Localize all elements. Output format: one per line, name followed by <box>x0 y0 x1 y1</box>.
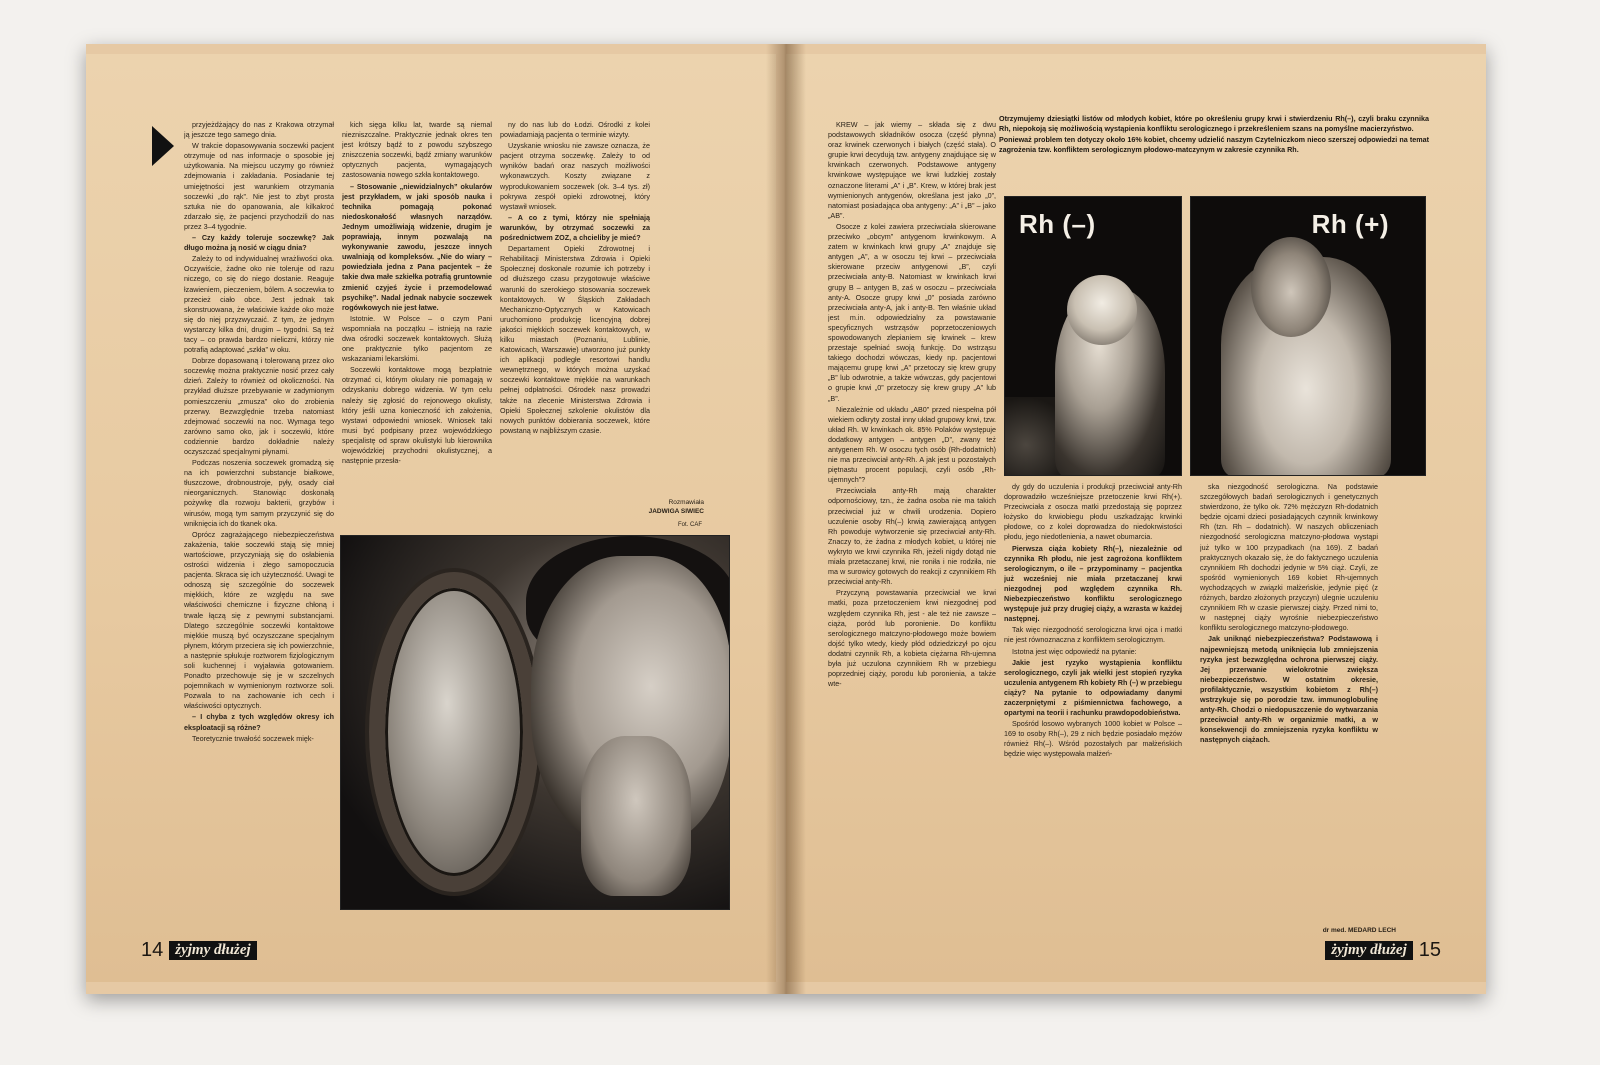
right-page <box>786 54 1486 982</box>
magazine-spread <box>86 44 1486 994</box>
byline-label: Rozmawiała <box>668 499 704 506</box>
right-col2-paragraph: dy gdy do uczulenia i produkcji przeciwciał anty-Rh doprowadziło wcześniejsze przetoczenie krwi Rh(+). Przeciwciała z osocza matki przedostają się poprzez łożysko do krwiobiegu płodu uszkadzając krwinki płodowe, co z kolei doprowadza do niedokrwistości płodu, jego niedotlenienia, a nawet obumarcia. <box>1004 482 1182 542</box>
rh-negative-label: Rh (–) <box>1019 209 1096 239</box>
right-col1-paragraph: Przyczyną powstawania przeciwciał we krwi matki, poza przetoczeniem krwi niezgodnej pod względem czynnika Rh, jest - ale też nie zawsze – ciąża, poród lub poronienie. Do konfliktu serologicznego matczyno-płodowego może bowiem dojść tylko wtedy, kiedy płód odziedziczył po ojcu dodatni czynnik Rh, a kobieta ciężarna Rh-ujemna była już uczulona czynnikiem Rh w przebiegu poprzedniej ciąży, porodu lub poronienia, a także wte- <box>828 588 996 689</box>
page-number-right: 15 <box>1418 939 1441 961</box>
right-col2-paragraph: Spośród losowo wybranych 1000 kobiet w Polsce – 169 to osoby Rh(–), 29 z nich będzie posiadało mężów również Rh(–). Wśród pozostałych par małżeńskich będzie więc występowała małżeń- <box>1004 719 1182 759</box>
byline-name: JADWIGA SIWIEC <box>648 508 704 515</box>
right-col1-paragraph: Niezależnie od układu „AB0” przed niespełna pół wiekiem odkryty został inny układ grupowy krwi, tzw. układ Rh. W krwinkach ok. 85% Polaków występuje dodatkowy antygen – antygen „D”, zwany też antygenem Rh. W osoczu tych osób (Rh-dodatnich) nie ma przeciwciał anty-Rh. A jak jest u pozostałych piętnastu procent populacji, czyli osób „Rh-ujemnych”? <box>828 404 996 485</box>
left-col3-paragraph: Uzyskanie wniosku nie zawsze oznacza, że pacjent otrzyma soczewkę. Zależy to od wyników badań oraz naszych możliwości wykonawczych. Koszty związane z wyprodukowaniem soczewek (ok. 3–4 tys. zł) pokrywa zespół opieki zdrowotnej, który wystawił wniosek. <box>500 141 650 211</box>
right-col2-paragraph: Tak więc niezgodność serologiczna krwi ojca i matki nie jest równoznaczna z konfliktem serologicznym. <box>1004 625 1182 645</box>
left-col1-paragraph: – I chyba z tych względów okresy ich eksploatacji są różne? <box>184 712 334 732</box>
masthead-right: żyjmy dłużej <box>1325 941 1412 960</box>
page-number-left: 14 <box>141 939 164 961</box>
left-column-1 <box>184 120 334 955</box>
woman-hair <box>1067 275 1137 345</box>
woman-mirror-photo <box>340 535 730 910</box>
article-continuation-arrow <box>152 126 174 166</box>
right-column-3 <box>1200 482 1378 922</box>
left-column-3 <box>500 120 650 500</box>
left-col1-paragraph: przyjeżdżający do nas z Krakowa otrzymał ją jeszcze tego samego dnia. <box>184 120 334 140</box>
man-head <box>1251 237 1331 337</box>
right-col2-paragraph: Istotna jest więc odpowiedź na pytanie: <box>1012 646 1137 656</box>
right-col1-paragraph: KREW – jak wiemy – składa się z dwu podstawowych składników osocza (część płynna) oraz krwinek czerwonych i białych (część stała). O grupie krwi decydują tzw. antygeny znajdujące się w krwinkach czerwonych. Podstawowe antygeny krwinkowe występujące we krwi ludzkiej zostały oznaczone literami „A” i „B”. Krew, w której brak jest wymienionych antygenów, określana jest jako „0”, natomiast posiadająca oba antygeny: „A” i „B” – jako „AB”. <box>828 120 996 220</box>
left-col1-paragraph: Podczas noszenia soczewek gromadzą się na ich powierzchni substancje białkowe, tłuszczowe, drobnoustroje, pyły, osady ciał nieorganicznych. Stanowiąc doskonałą pożywkę dla rozwoju bakterii, grzybów i wirusów, mogą tym samym przyczynić się do wniknięcia ich do tkanek oka. <box>184 458 334 528</box>
right-col1-paragraph: Przeciwciała anty-Rh mają charakter odpornościowy, tzn., że żadna osoba nie ma takich przeciwciał już w chwili urodzenia. Dopiero uczulenie osoby Rh(–) krwią zawierającą antygen Rh powoduje wytworzenie się przeciwciał anty-Rh. Znaczy to, że żadna z młodych kobiet, u której nie wykryto we krwi czynnika Rh, jeżeli nigdy dotąd nie miała przetaczanej krwi, nie roniła i nie rodziła, nie ma w surowicy gotowych do reakcji z czynnikiem Rh przeciwciał anty-Rh. <box>828 486 996 587</box>
left-col1-paragraph: Zależy to od indywidualnej wrażliwości oka. Oczywiście, żadne oko nie toleruje od razu niczego, co się do niego dostanie. Reaguje łzawieniem, pieczeniem, bólem. A soczewka to przecież ciało obce. Jest jednak tak skonstruowana, że właściwie każde oko może się do niej przyzwyczaić. Z tym, że jednym wystarczy kilka dni, drugim – tygodni. Są też tacy – co prawda bardzo nieliczni, którzy nie potrafią adaptować „szkła” w oku. <box>184 254 334 355</box>
masthead-left: żyjmy dłużej <box>169 941 256 960</box>
photo-credit: Fot. CAF <box>678 522 703 528</box>
left-col3-paragraph: Departament Opieki Zdrowotnej i Rehabilitacji Ministerstwa Zdrowia i Opieki Społecznej doskonale rozumie ich potrzeby i od dłuższego czasu przygotowuje właściwe warunki do szerokiego stosowania soczewek kontaktowych. W Śląskich Zakładach Mechaniczno-Optycznych w Katowicach uruchomiono produkcję licencyjną dobrej jakości miękkich soczewek kontaktowych, w kilku miastach (Poznaniu, Lublinie, Katowicach, Warszawie) utworzono już punkty ich aplikacji podległe resortowi handlu wewnętrznego, w których można uzyskać soczewki kontaktowe miękkie na warunkach pełnej odpłatności. Ośrodek nasz prowadzi także na zlecenie Ministerstwa Zdrowia i Opieki Społecznej szkolenie okulistów dla nowych punktów dobierania soczewek, które powstaną w najbliższym czasie. <box>500 244 650 435</box>
left-col3-paragraph: – A co z tymi, którzy nie spełniają warunków, by otrzymać soczewki za pośrednictwem ZOZ, a chcieliby je mieć? <box>500 212 650 243</box>
left-col1-paragraph: Dobrze dopasowaną i tolerowaną przez oko soczewkę można praktycznie nosić przez cały dzień. Zależy to również od okoliczności. Na przykład dłuższe przebywanie w zadymionym pomieszczeniu „zmusza” oko do zrobienia przerwy. Bezwzględnie trzeba natomiast zdejmować soczewki na noc. Wymaga tego zarówno samo oko, jak i soczewki, które codziennie bardzo dokładnie należy oczyszczać specjalnymi płynami. <box>184 356 334 456</box>
left-col3-paragraph: ny do nas lub do Łodzi. Ośrodki z kolei powiadamiają pacjenta o terminie wizyty. <box>500 120 650 140</box>
left-col1-paragraph: Teoretycznie trwałość soczewek mięk- <box>192 733 314 743</box>
intro-paragraph-2: Ponieważ problem ten dotyczy około 16% kobiet, chcemy udzielić naszym Czytelniczkom nieco szerszej odpowiedzi na temat zagrożenia tzw. konfliktem serologicznym płodowo-matczynym w zakresie czynnika Rh. <box>999 135 1429 154</box>
interviewer-byline <box>586 498 704 516</box>
rh-positive-label: Rh (+) <box>1311 209 1389 239</box>
left-col1-paragraph: Oprócz zagrażającego niebezpieczeństwa zakażenia, takie soczewki stają się mniej wartościowe, przyczyniają się do osłabienia ostrości widzenia i złego samopoczucia pacjenta. Skraca się ich użyteczność. Uwagi te odnoszą się szczególnie do soczewek miękkich, które ze względu na swe właściwości chemiczne i fizyczne chłoną i trwale łączą się z pewnymi substancjami. Dlatego szczególnie soczewki kontaktowe miękkie muszą być oczyszczane specjalnym płynem, którym przeciera się ich powierzchnie, a następnie spłukuje roztworem fizjologicznym soli kuchennej i wyjaławia gotowaniem. Ponadto przechowuje się je w szczelnych pojemnikach w wymienionym roztworze soli. Pozwala to na zachowanie ich cech i właściwości optycznych. <box>184 529 334 711</box>
article-intro <box>999 114 1429 156</box>
rh-positive-photo <box>1190 196 1426 476</box>
right-col1-paragraph: Osocze z kolei zawiera przeciwciała skierowane przeciwko „obcym” antygenom krwinkowym. A zatem w krwinkach krwi grupy „A” znajduje się antygen „A”, a w osoczu tej krwi – przeciwciała skierowane przeciw antygenowi „B”, czyli przeciwciała anty-B. Natomiast w krwinkach krwi grupy B – antygen B, zaś w osoczu – przeciwciała anty-A. Osocze grupy krwi „0” posiada zarówno przeciwciała anty-A, jak i anty-B. Ten właśnie układ jest m.in. odpowiedzialny za powstawanie specyficznych wstrząsów poprzetoczeniowych spowodowanych zlepianiem się krwinek – krew przestaje spełniać swoją funkcję. Do wstrząsu takiego dochodzi wówczas, kiedy np. pacjentowi mającemu grupę krwi „A” przetoczy się krew grupy „B” lub odwrotnie, a także wówczas, gdy pacjentowi o grupie krwi „0” przetoczy się krew grupy „A” lub „B”. <box>828 221 996 403</box>
left-column-2 <box>342 120 492 525</box>
right-col3-paragraph: ska niezgodność serologiczna. Na podstawie szczegółowych badań serologicznych i genetycznych stwierdzono, że tylko ok. 72% mężczyzn Rh-dodatnich będzie ojcami dzieci posiadających czynnik krwinkowy Rh (tzn. Rh – dodatnich). W naszych obliczeniach niezgodność serologiczna matczyno-płodowa wystąpi już tylko w 100 przypadkach (na 169). Z badań praktycznych okazało się, że do faktycznego uczulenia czynnikiem Rh dochodzi jedynie w 5% ciąż. Czyli, ze spośród wymienionych 169 kobiet Rh-ujemnych wychodzących w związki małżeńskie, jedynie pięć (z różnych, bardzo złożonych przyczyn) ulegnie uczuleniu czynnikiem Rh w czasie pierwszej ciąży. Przed nimi to, w następnej ciąży wyrośnie niebezpieczeństwo konfliktu serologicznego matczyno-płodowego. <box>1200 482 1378 633</box>
right-column-2 <box>1004 482 1182 950</box>
left-col2-paragraph: kich sięga kilku lat, twarde są niemal niezniszczalne. Praktycznie jednak okres ten jest krótszy bądź to z powodu szybszego zniszczenia soczewki, bądź zmiany warunków optycznych pacjenta, wymagających zastosowania nowego szkła kontaktowego. <box>342 120 492 180</box>
rh-negative-photo <box>1004 196 1182 476</box>
right-col2-paragraph: Jakie jest ryzyko wystąpienia konfliktu serologicznego, czyli jak wielki jest stopień ryzyka uczulenia antygenem Rh kobiety Rh (–) w przebiegu ciąży? Na pytanie to odpowiadamy danymi zaczerpniętymi z piśmiennictwa fachowego, a opartymi na teorii i rachunku prawdopodobieństwa. <box>1004 657 1182 718</box>
right-col3-paragraph: Jak uniknąć niebezpieczeństwa? Podstawową i najpewniejszą metodą uniknięcia lub zmniejszenia ryzyka jest bezwzględna ochrona pierwszej ciąży. Jej przerwanie wielokrotnie zwiększa niebezpieczeństwo. W ostatnim okresie, profilaktycznie, wszystkim kobietom z Rh(–) wstrzykuje się po porodzie tzw. immunoglobulinę anty-Rh. Chodzi o niedopuszczenie do wytwarzania przeciwciał anty-Rh w organizmie matki, a w konsekwencji do zmniejszenia ryzyka konfliktu w następnych ciążach. <box>1200 634 1378 745</box>
ornate-mirror <box>369 572 539 892</box>
left-col1-paragraph: – Czy każdy toleruje soczewkę? Jak długo można ją nosić w ciągu dnia? <box>184 233 334 253</box>
left-col2-paragraph: Istotnie. W Polsce – o czym Pani wspomniała na początku – istnieją na razie dwa ośrodki soczewek kontaktowych. Służą one praktycznie tylko pacjentom ze wskazaniami lekarskimi. <box>342 313 492 364</box>
left-col2-paragraph: – Stosowanie „niewidzialnych” okularów jest przykładem, w jaki sposób nauka i technika pomagają pokonać niedoskonałość własnych narządów. Jednym umożliwiają widzenie, drugim je poprawiają, innym pozwalają na wykonywanie zawodu, jeszcze innych uwalniają od kompleksów. „Nie do wiary – powiedziała jedna z Pana pacjentek – że takie dwa małe szkiełka potrafią gruntownie zmienić czyjeś życie i przemodelować psychikę”. Nadal jednak nabycie soczewek rogówkowych nie jest łatwe. <box>342 181 492 312</box>
left-footer <box>141 939 263 962</box>
hand <box>581 736 691 896</box>
right-footer <box>1319 939 1441 962</box>
right-col2-paragraph: Pierwsza ciąża kobiety Rh(–), niezależnie od czynnika Rh płodu, nie jest zagrożona konfliktem serologicznym, o ile – przypominamy – pacjentka już wcześniej nie miała przetaczanej krwi niezgodnej pod względem czynnika Rh. Niebezpieczeństwo konfliktu serologicznego występuje już przy drugiej ciąży, a wzrasta w każdej następnej. <box>1004 543 1182 624</box>
left-col1-paragraph: W trakcie dopasowywania soczewki pacjent otrzymuje od nas informacje o sposobie jej użytkowania. Na miejscu uczymy go również zdejmowania i zakładania. Posiadanie tej umiejętności jest warunkiem otrzymania soczewki „do rąk”. Nie jest to zbyt prosta sztuka nie do opanowania, ale kilkakroć zdarzało się, że pacjenci przychodzili do nas przez 3–4 tygodnie. <box>184 141 334 231</box>
right-column-1 <box>828 120 996 955</box>
author-byline: dr med. MEDARD LECH <box>1322 927 1396 934</box>
left-page <box>86 54 776 982</box>
intro-paragraph-1: Otrzymujemy dziesiątki listów od młodych kobiet, które po określeniu grupy krwi i stwierdzeniu Rh(–), czyli braku czynnika Rh, niepokoją się możliwością wystąpienia konfliktu serologicznego i przekreśleniem szans na pomyślne macierzyństwo. <box>999 114 1429 133</box>
left-col2-paragraph: Soczewki kontaktowe mogą bezpłatnie otrzymać ci, którym okulary nie pomagają w odzyskaniu dobrego widzenia. W tym celu należy się zgłosić do rejonowego okulisty, który jeśli uzna konieczność ich założenia, wystawi odpowiedni wniosek. Wniosek taki musi być podpisany przez wojewódzkiego specjalistę od spraw okulistyki lub kierownika wojewódzkiej przychodni okulistycznej, a następnie przesła- <box>342 365 492 466</box>
